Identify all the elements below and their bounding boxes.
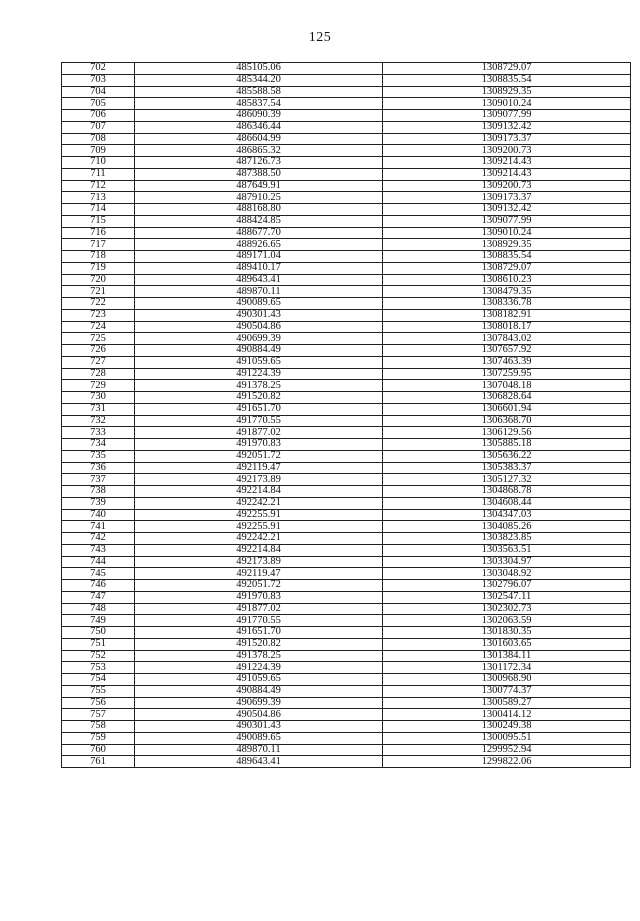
x-coordinate-cell: 488168.80 bbox=[135, 204, 383, 216]
table-row bbox=[62, 63, 631, 75]
y-coordinate-cell: 1301603.65 bbox=[383, 638, 631, 650]
x-coordinate-cell: 486865.32 bbox=[135, 145, 383, 157]
x-coordinate-cell: 486346.44 bbox=[135, 121, 383, 133]
point-number-cell: 705 bbox=[62, 98, 135, 110]
x-coordinate-cell: 492119.47 bbox=[135, 568, 383, 580]
x-coordinate-cell: 492255.91 bbox=[135, 509, 383, 521]
table-row bbox=[62, 86, 631, 98]
table-row bbox=[62, 591, 631, 603]
point-number-cell: 760 bbox=[62, 744, 135, 756]
point-number-cell: 732 bbox=[62, 415, 135, 427]
point-number-cell: 748 bbox=[62, 603, 135, 615]
point-number-cell: 733 bbox=[62, 427, 135, 439]
x-coordinate-cell: 485105.06 bbox=[135, 63, 383, 75]
table-row bbox=[62, 756, 631, 768]
table-row bbox=[62, 697, 631, 709]
table-row bbox=[62, 544, 631, 556]
y-coordinate-cell: 1302796.07 bbox=[383, 580, 631, 592]
table-row bbox=[62, 580, 631, 592]
table-row bbox=[62, 497, 631, 509]
x-coordinate-cell: 489870.11 bbox=[135, 744, 383, 756]
table-row bbox=[62, 321, 631, 333]
x-coordinate-cell: 488926.65 bbox=[135, 239, 383, 251]
point-number-cell: 737 bbox=[62, 474, 135, 486]
x-coordinate-cell: 491970.83 bbox=[135, 591, 383, 603]
point-number-cell: 745 bbox=[62, 568, 135, 580]
point-number-cell: 722 bbox=[62, 298, 135, 310]
y-coordinate-cell: 1308929.35 bbox=[383, 86, 631, 98]
x-coordinate-cell: 492242.21 bbox=[135, 533, 383, 545]
point-number-cell: 758 bbox=[62, 721, 135, 733]
y-coordinate-cell: 1299952.94 bbox=[383, 744, 631, 756]
table-row bbox=[62, 168, 631, 180]
table-row bbox=[62, 521, 631, 533]
table-row bbox=[62, 286, 631, 298]
y-coordinate-cell: 1302063.59 bbox=[383, 615, 631, 627]
table-row bbox=[62, 615, 631, 627]
y-coordinate-cell: 1305885.18 bbox=[383, 439, 631, 451]
point-number-cell: 753 bbox=[62, 662, 135, 674]
table-row bbox=[62, 121, 631, 133]
point-number-cell: 746 bbox=[62, 580, 135, 592]
coordinates-table-body bbox=[62, 63, 631, 768]
point-number-cell: 707 bbox=[62, 121, 135, 133]
table-row bbox=[62, 509, 631, 521]
y-coordinate-cell: 1299822.06 bbox=[383, 756, 631, 768]
point-number-cell: 721 bbox=[62, 286, 135, 298]
y-coordinate-cell: 1303048.92 bbox=[383, 568, 631, 580]
x-coordinate-cell: 492173.89 bbox=[135, 556, 383, 568]
table-row bbox=[62, 474, 631, 486]
x-coordinate-cell: 486604.99 bbox=[135, 133, 383, 145]
point-number-cell: 735 bbox=[62, 450, 135, 462]
table-row bbox=[62, 180, 631, 192]
x-coordinate-cell: 491520.82 bbox=[135, 638, 383, 650]
x-coordinate-cell: 491059.65 bbox=[135, 356, 383, 368]
x-coordinate-cell: 491059.65 bbox=[135, 674, 383, 686]
x-coordinate-cell: 487388.50 bbox=[135, 168, 383, 180]
x-coordinate-cell: 492051.72 bbox=[135, 450, 383, 462]
table-row bbox=[62, 298, 631, 310]
y-coordinate-cell: 1308729.07 bbox=[383, 262, 631, 274]
y-coordinate-cell: 1307843.02 bbox=[383, 333, 631, 345]
y-coordinate-cell: 1300095.51 bbox=[383, 732, 631, 744]
x-coordinate-cell: 490089.65 bbox=[135, 732, 383, 744]
table-row bbox=[62, 333, 631, 345]
y-coordinate-cell: 1307463.39 bbox=[383, 356, 631, 368]
point-number-cell: 744 bbox=[62, 556, 135, 568]
point-number-cell: 723 bbox=[62, 309, 135, 321]
x-coordinate-cell: 491877.02 bbox=[135, 603, 383, 615]
x-coordinate-cell: 492214.84 bbox=[135, 544, 383, 556]
point-number-cell: 718 bbox=[62, 251, 135, 263]
x-coordinate-cell: 490301.43 bbox=[135, 309, 383, 321]
point-number-cell: 704 bbox=[62, 86, 135, 98]
y-coordinate-cell: 1303563.51 bbox=[383, 544, 631, 556]
y-coordinate-cell: 1308835.54 bbox=[383, 74, 631, 86]
x-coordinate-cell: 489171.04 bbox=[135, 251, 383, 263]
point-number-cell: 725 bbox=[62, 333, 135, 345]
point-number-cell: 761 bbox=[62, 756, 135, 768]
table-row bbox=[62, 368, 631, 380]
y-coordinate-cell: 1309077.99 bbox=[383, 215, 631, 227]
y-coordinate-cell: 1307259.95 bbox=[383, 368, 631, 380]
point-number-cell: 730 bbox=[62, 392, 135, 404]
point-number-cell: 728 bbox=[62, 368, 135, 380]
x-coordinate-cell: 491877.02 bbox=[135, 427, 383, 439]
point-number-cell: 714 bbox=[62, 204, 135, 216]
x-coordinate-cell: 491651.70 bbox=[135, 403, 383, 415]
y-coordinate-cell: 1304085.26 bbox=[383, 521, 631, 533]
y-coordinate-cell: 1306368.70 bbox=[383, 415, 631, 427]
table-row bbox=[62, 450, 631, 462]
x-coordinate-cell: 492214.84 bbox=[135, 486, 383, 498]
x-coordinate-cell: 490504.86 bbox=[135, 321, 383, 333]
table-row bbox=[62, 192, 631, 204]
y-coordinate-cell: 1301384.11 bbox=[383, 650, 631, 662]
y-coordinate-cell: 1300968.90 bbox=[383, 674, 631, 686]
table-row bbox=[62, 603, 631, 615]
point-number-cell: 749 bbox=[62, 615, 135, 627]
table-row bbox=[62, 721, 631, 733]
point-number-cell: 719 bbox=[62, 262, 135, 274]
y-coordinate-cell: 1306601.94 bbox=[383, 403, 631, 415]
table-row bbox=[62, 356, 631, 368]
point-number-cell: 710 bbox=[62, 157, 135, 169]
point-number-cell: 715 bbox=[62, 215, 135, 227]
x-coordinate-cell: 491770.55 bbox=[135, 615, 383, 627]
y-coordinate-cell: 1309173.37 bbox=[383, 192, 631, 204]
x-coordinate-cell: 487126.73 bbox=[135, 157, 383, 169]
x-coordinate-cell: 488677.70 bbox=[135, 227, 383, 239]
table-row bbox=[62, 462, 631, 474]
table-row bbox=[62, 380, 631, 392]
y-coordinate-cell: 1308479.35 bbox=[383, 286, 631, 298]
table-row bbox=[62, 345, 631, 357]
table-row bbox=[62, 627, 631, 639]
point-number-cell: 729 bbox=[62, 380, 135, 392]
point-number-cell: 731 bbox=[62, 403, 135, 415]
y-coordinate-cell: 1308610.23 bbox=[383, 274, 631, 286]
table-row bbox=[62, 638, 631, 650]
table-row bbox=[62, 662, 631, 674]
y-coordinate-cell: 1305127.32 bbox=[383, 474, 631, 486]
x-coordinate-cell: 489643.41 bbox=[135, 756, 383, 768]
point-number-cell: 756 bbox=[62, 697, 135, 709]
y-coordinate-cell: 1302547.11 bbox=[383, 591, 631, 603]
table-row bbox=[62, 427, 631, 439]
table-row bbox=[62, 145, 631, 157]
x-coordinate-cell: 489410.17 bbox=[135, 262, 383, 274]
table-row bbox=[62, 674, 631, 686]
x-coordinate-cell: 491651.70 bbox=[135, 627, 383, 639]
table-row bbox=[62, 732, 631, 744]
table-row bbox=[62, 262, 631, 274]
y-coordinate-cell: 1309132.42 bbox=[383, 121, 631, 133]
y-coordinate-cell: 1308336.78 bbox=[383, 298, 631, 310]
y-coordinate-cell: 1300774.37 bbox=[383, 685, 631, 697]
y-coordinate-cell: 1308182.91 bbox=[383, 309, 631, 321]
point-number-cell: 752 bbox=[62, 650, 135, 662]
x-coordinate-cell: 491224.39 bbox=[135, 368, 383, 380]
table-row bbox=[62, 309, 631, 321]
point-number-cell: 750 bbox=[62, 627, 135, 639]
x-coordinate-cell: 487910.25 bbox=[135, 192, 383, 204]
point-number-cell: 703 bbox=[62, 74, 135, 86]
y-coordinate-cell: 1309010.24 bbox=[383, 98, 631, 110]
point-number-cell: 727 bbox=[62, 356, 135, 368]
y-coordinate-cell: 1309200.73 bbox=[383, 180, 631, 192]
coordinates-table bbox=[61, 62, 631, 768]
point-number-cell: 726 bbox=[62, 345, 135, 357]
y-coordinate-cell: 1308835.54 bbox=[383, 251, 631, 263]
point-number-cell: 706 bbox=[62, 110, 135, 122]
table-row bbox=[62, 486, 631, 498]
point-number-cell: 711 bbox=[62, 168, 135, 180]
table-row bbox=[62, 157, 631, 169]
point-number-cell: 759 bbox=[62, 732, 135, 744]
y-coordinate-cell: 1300414.12 bbox=[383, 709, 631, 721]
y-coordinate-cell: 1301830.35 bbox=[383, 627, 631, 639]
y-coordinate-cell: 1308729.07 bbox=[383, 63, 631, 75]
y-coordinate-cell: 1304608.44 bbox=[383, 497, 631, 509]
table-row bbox=[62, 744, 631, 756]
table-row bbox=[62, 274, 631, 286]
x-coordinate-cell: 491224.39 bbox=[135, 662, 383, 674]
x-coordinate-cell: 489870.11 bbox=[135, 286, 383, 298]
x-coordinate-cell: 490884.49 bbox=[135, 345, 383, 357]
x-coordinate-cell: 485588.58 bbox=[135, 86, 383, 98]
y-coordinate-cell: 1309132.42 bbox=[383, 204, 631, 216]
x-coordinate-cell: 491970.83 bbox=[135, 439, 383, 451]
table-row bbox=[62, 556, 631, 568]
point-number-cell: 747 bbox=[62, 591, 135, 603]
y-coordinate-cell: 1300589.27 bbox=[383, 697, 631, 709]
y-coordinate-cell: 1309200.73 bbox=[383, 145, 631, 157]
point-number-cell: 742 bbox=[62, 533, 135, 545]
table-row bbox=[62, 133, 631, 145]
table-row bbox=[62, 709, 631, 721]
table-row bbox=[62, 392, 631, 404]
page-number: 125 bbox=[308, 30, 332, 45]
point-number-cell: 709 bbox=[62, 145, 135, 157]
point-number-cell: 734 bbox=[62, 439, 135, 451]
table-row bbox=[62, 98, 631, 110]
table-row bbox=[62, 215, 631, 227]
x-coordinate-cell: 485837.54 bbox=[135, 98, 383, 110]
table-row bbox=[62, 685, 631, 697]
x-coordinate-cell: 492255.91 bbox=[135, 521, 383, 533]
point-number-cell: 743 bbox=[62, 544, 135, 556]
x-coordinate-cell: 492119.47 bbox=[135, 462, 383, 474]
y-coordinate-cell: 1309010.24 bbox=[383, 227, 631, 239]
x-coordinate-cell: 491378.25 bbox=[135, 650, 383, 662]
table-row bbox=[62, 227, 631, 239]
y-coordinate-cell: 1303304.97 bbox=[383, 556, 631, 568]
point-number-cell: 740 bbox=[62, 509, 135, 521]
y-coordinate-cell: 1306129.56 bbox=[383, 427, 631, 439]
y-coordinate-cell: 1309214.43 bbox=[383, 157, 631, 169]
y-coordinate-cell: 1307657.92 bbox=[383, 345, 631, 357]
y-coordinate-cell: 1308018.17 bbox=[383, 321, 631, 333]
point-number-cell: 720 bbox=[62, 274, 135, 286]
x-coordinate-cell: 491520.82 bbox=[135, 392, 383, 404]
y-coordinate-cell: 1309077.99 bbox=[383, 110, 631, 122]
x-coordinate-cell: 492051.72 bbox=[135, 580, 383, 592]
x-coordinate-cell: 489643.41 bbox=[135, 274, 383, 286]
table-row bbox=[62, 110, 631, 122]
y-coordinate-cell: 1303823.85 bbox=[383, 533, 631, 545]
y-coordinate-cell: 1305636.22 bbox=[383, 450, 631, 462]
point-number-cell: 736 bbox=[62, 462, 135, 474]
table-row bbox=[62, 568, 631, 580]
y-coordinate-cell: 1304868.78 bbox=[383, 486, 631, 498]
x-coordinate-cell: 487649.91 bbox=[135, 180, 383, 192]
x-coordinate-cell: 492173.89 bbox=[135, 474, 383, 486]
table-row bbox=[62, 439, 631, 451]
table-row bbox=[62, 403, 631, 415]
x-coordinate-cell: 486090.39 bbox=[135, 110, 383, 122]
x-coordinate-cell: 485344.20 bbox=[135, 74, 383, 86]
point-number-cell: 702 bbox=[62, 63, 135, 75]
y-coordinate-cell: 1301172.34 bbox=[383, 662, 631, 674]
x-coordinate-cell: 488424.85 bbox=[135, 215, 383, 227]
table-row bbox=[62, 415, 631, 427]
point-number-cell: 708 bbox=[62, 133, 135, 145]
point-number-cell: 716 bbox=[62, 227, 135, 239]
table-row bbox=[62, 239, 631, 251]
point-number-cell: 724 bbox=[62, 321, 135, 333]
y-coordinate-cell: 1300249.38 bbox=[383, 721, 631, 733]
table-row bbox=[62, 74, 631, 86]
x-coordinate-cell: 490504.86 bbox=[135, 709, 383, 721]
point-number-cell: 712 bbox=[62, 180, 135, 192]
x-coordinate-cell: 490699.39 bbox=[135, 697, 383, 709]
table-row bbox=[62, 204, 631, 216]
point-number-cell: 754 bbox=[62, 674, 135, 686]
x-coordinate-cell: 490089.65 bbox=[135, 298, 383, 310]
point-number-cell: 741 bbox=[62, 521, 135, 533]
x-coordinate-cell: 490884.49 bbox=[135, 685, 383, 697]
x-coordinate-cell: 490301.43 bbox=[135, 721, 383, 733]
y-coordinate-cell: 1307048.18 bbox=[383, 380, 631, 392]
x-coordinate-cell: 491770.55 bbox=[135, 415, 383, 427]
y-coordinate-cell: 1309173.37 bbox=[383, 133, 631, 145]
point-number-cell: 757 bbox=[62, 709, 135, 721]
point-number-cell: 755 bbox=[62, 685, 135, 697]
point-number-cell: 739 bbox=[62, 497, 135, 509]
y-coordinate-cell: 1308929.35 bbox=[383, 239, 631, 251]
point-number-cell: 738 bbox=[62, 486, 135, 498]
y-coordinate-cell: 1309214.43 bbox=[383, 168, 631, 180]
y-coordinate-cell: 1305383.37 bbox=[383, 462, 631, 474]
point-number-cell: 717 bbox=[62, 239, 135, 251]
y-coordinate-cell: 1304347.03 bbox=[383, 509, 631, 521]
table-row bbox=[62, 533, 631, 545]
x-coordinate-cell: 491378.25 bbox=[135, 380, 383, 392]
x-coordinate-cell: 492242.21 bbox=[135, 497, 383, 509]
point-number-cell: 713 bbox=[62, 192, 135, 204]
x-coordinate-cell: 490699.39 bbox=[135, 333, 383, 345]
point-number-cell: 751 bbox=[62, 638, 135, 650]
table-row bbox=[62, 650, 631, 662]
y-coordinate-cell: 1306828.64 bbox=[383, 392, 631, 404]
y-coordinate-cell: 1302302.73 bbox=[383, 603, 631, 615]
table-row bbox=[62, 251, 631, 263]
